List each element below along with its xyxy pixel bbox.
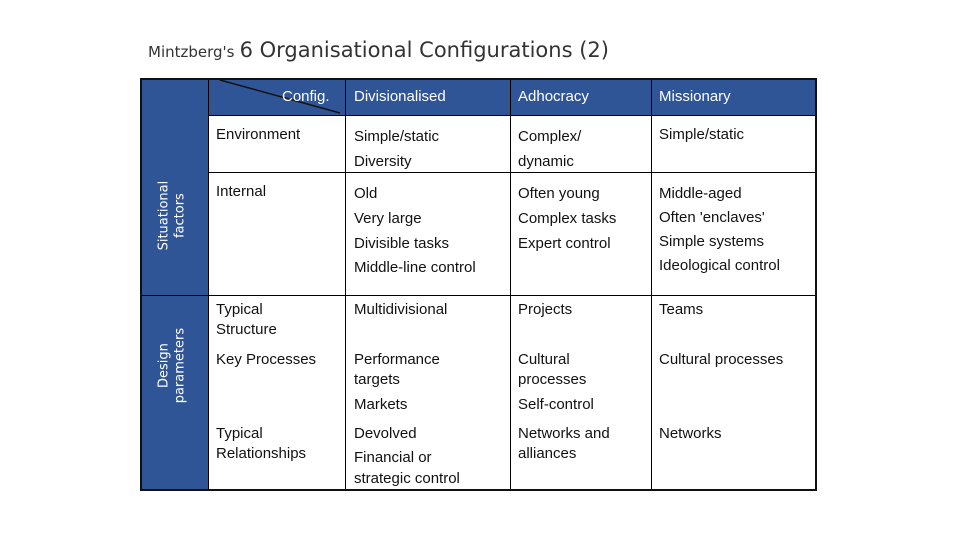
cell-line: Markets bbox=[354, 395, 408, 413]
col-border-1 bbox=[345, 80, 346, 489]
cell-line: alliances bbox=[518, 445, 577, 463]
row-label-text: Environment bbox=[216, 126, 301, 143]
cell-line: Divisible tasks bbox=[354, 234, 450, 252]
col-border-3 bbox=[651, 80, 652, 489]
cell-line: Middle-aged bbox=[659, 185, 742, 202]
col-border-2 bbox=[510, 80, 511, 489]
cell-line: Often young bbox=[518, 185, 600, 202]
row-label-text: Relationships bbox=[216, 445, 307, 463]
header-border bbox=[208, 115, 815, 116]
cell-processes-divisionalised bbox=[354, 350, 504, 415]
configurations-table bbox=[140, 78, 817, 491]
row-label-text: Internal bbox=[216, 183, 267, 200]
row-border-2 bbox=[208, 295, 815, 296]
cell-internal-adhocracy bbox=[518, 182, 650, 256]
header-divisionalised-text: Divisionalised bbox=[354, 88, 446, 105]
cell-line: Financial or bbox=[354, 449, 432, 467]
cell-line: Cultural processes bbox=[659, 351, 784, 368]
cell-line: Projects bbox=[518, 301, 573, 318]
title-prefix: Mintzberg's bbox=[148, 43, 235, 61]
cell-line: Performance bbox=[354, 351, 440, 368]
situational-line-1: Situational bbox=[156, 180, 172, 251]
cell-structure-divisionalised bbox=[354, 300, 504, 320]
cell-structure-adhocracy bbox=[518, 300, 648, 320]
cell-environment-missionary bbox=[659, 125, 809, 145]
header-missionary bbox=[659, 87, 731, 107]
cell-line: Simple systems bbox=[659, 233, 765, 250]
header-adhocracy bbox=[518, 87, 589, 107]
corner-text: Config. bbox=[282, 88, 330, 105]
cell-line: Self-control bbox=[518, 395, 594, 413]
header-divisionalised bbox=[354, 87, 446, 107]
cell-line: Devolved bbox=[354, 425, 417, 442]
cell-environment-divisionalised bbox=[354, 125, 504, 175]
cell-line: Cultural bbox=[518, 351, 570, 368]
side-column bbox=[142, 80, 208, 489]
cell-line: Expert control bbox=[518, 234, 611, 252]
header-missionary-text: Missionary bbox=[659, 88, 731, 105]
cell-line: Simple/static bbox=[354, 128, 440, 145]
row-label-text: Typical bbox=[216, 301, 263, 318]
row-label-environment bbox=[216, 125, 344, 145]
row-label-typical-structure bbox=[216, 300, 344, 341]
row-border-1 bbox=[208, 172, 815, 173]
row-label-text: Typical bbox=[216, 425, 263, 442]
cell-internal-missionary bbox=[659, 182, 814, 278]
cell-processes-missionary bbox=[659, 350, 814, 370]
cell-line: Ideological control bbox=[659, 257, 780, 274]
cell-line: Networks and bbox=[518, 425, 610, 442]
cell-line: strategic control bbox=[354, 469, 460, 487]
side-label-design bbox=[156, 326, 187, 406]
cell-line: Complex tasks bbox=[518, 209, 617, 227]
cell-line: Very large bbox=[354, 209, 422, 227]
cell-relationships-missionary bbox=[659, 424, 809, 444]
row-label-typical-relationships bbox=[216, 424, 344, 465]
slide-title bbox=[148, 38, 609, 62]
cell-line: processes bbox=[518, 371, 587, 389]
cell-line: Diversity bbox=[354, 152, 412, 170]
row-label-text: Structure bbox=[216, 321, 277, 339]
row-label-key-processes bbox=[216, 350, 344, 370]
design-line-2: parameters bbox=[172, 327, 187, 404]
cell-line: Middle-line control bbox=[354, 259, 476, 277]
cell-line: targets bbox=[354, 371, 400, 389]
cell-line: Often 'enclaves' bbox=[659, 209, 765, 226]
cell-line: Teams bbox=[659, 301, 704, 318]
side-separator bbox=[142, 295, 208, 296]
cell-relationships-divisionalised bbox=[354, 424, 509, 489]
cell-processes-adhocracy bbox=[518, 350, 648, 415]
cell-line: Networks bbox=[659, 425, 722, 442]
cell-line: Simple/static bbox=[659, 126, 745, 143]
row-label-text: Key Processes bbox=[216, 351, 317, 368]
cell-environment-adhocracy bbox=[518, 125, 648, 175]
side-label-situational bbox=[156, 176, 187, 256]
cell-structure-missionary bbox=[659, 300, 809, 320]
title-main: 6 Organisational Configurations (2) bbox=[239, 38, 609, 62]
corner-label bbox=[282, 87, 330, 107]
cell-internal-divisionalised bbox=[354, 182, 509, 281]
cell-relationships-adhocracy bbox=[518, 424, 648, 465]
side-column-border bbox=[208, 80, 209, 489]
header-adhocracy-text: Adhocracy bbox=[518, 88, 589, 105]
cell-line: Multidivisional bbox=[354, 301, 448, 318]
cell-line: dynamic bbox=[518, 152, 574, 170]
cell-line: Complex/ bbox=[518, 128, 582, 145]
cell-line: Old bbox=[354, 185, 378, 202]
situational-line-2: factors bbox=[172, 193, 187, 239]
row-label-internal bbox=[216, 182, 344, 202]
design-line-1: Design bbox=[156, 343, 172, 389]
